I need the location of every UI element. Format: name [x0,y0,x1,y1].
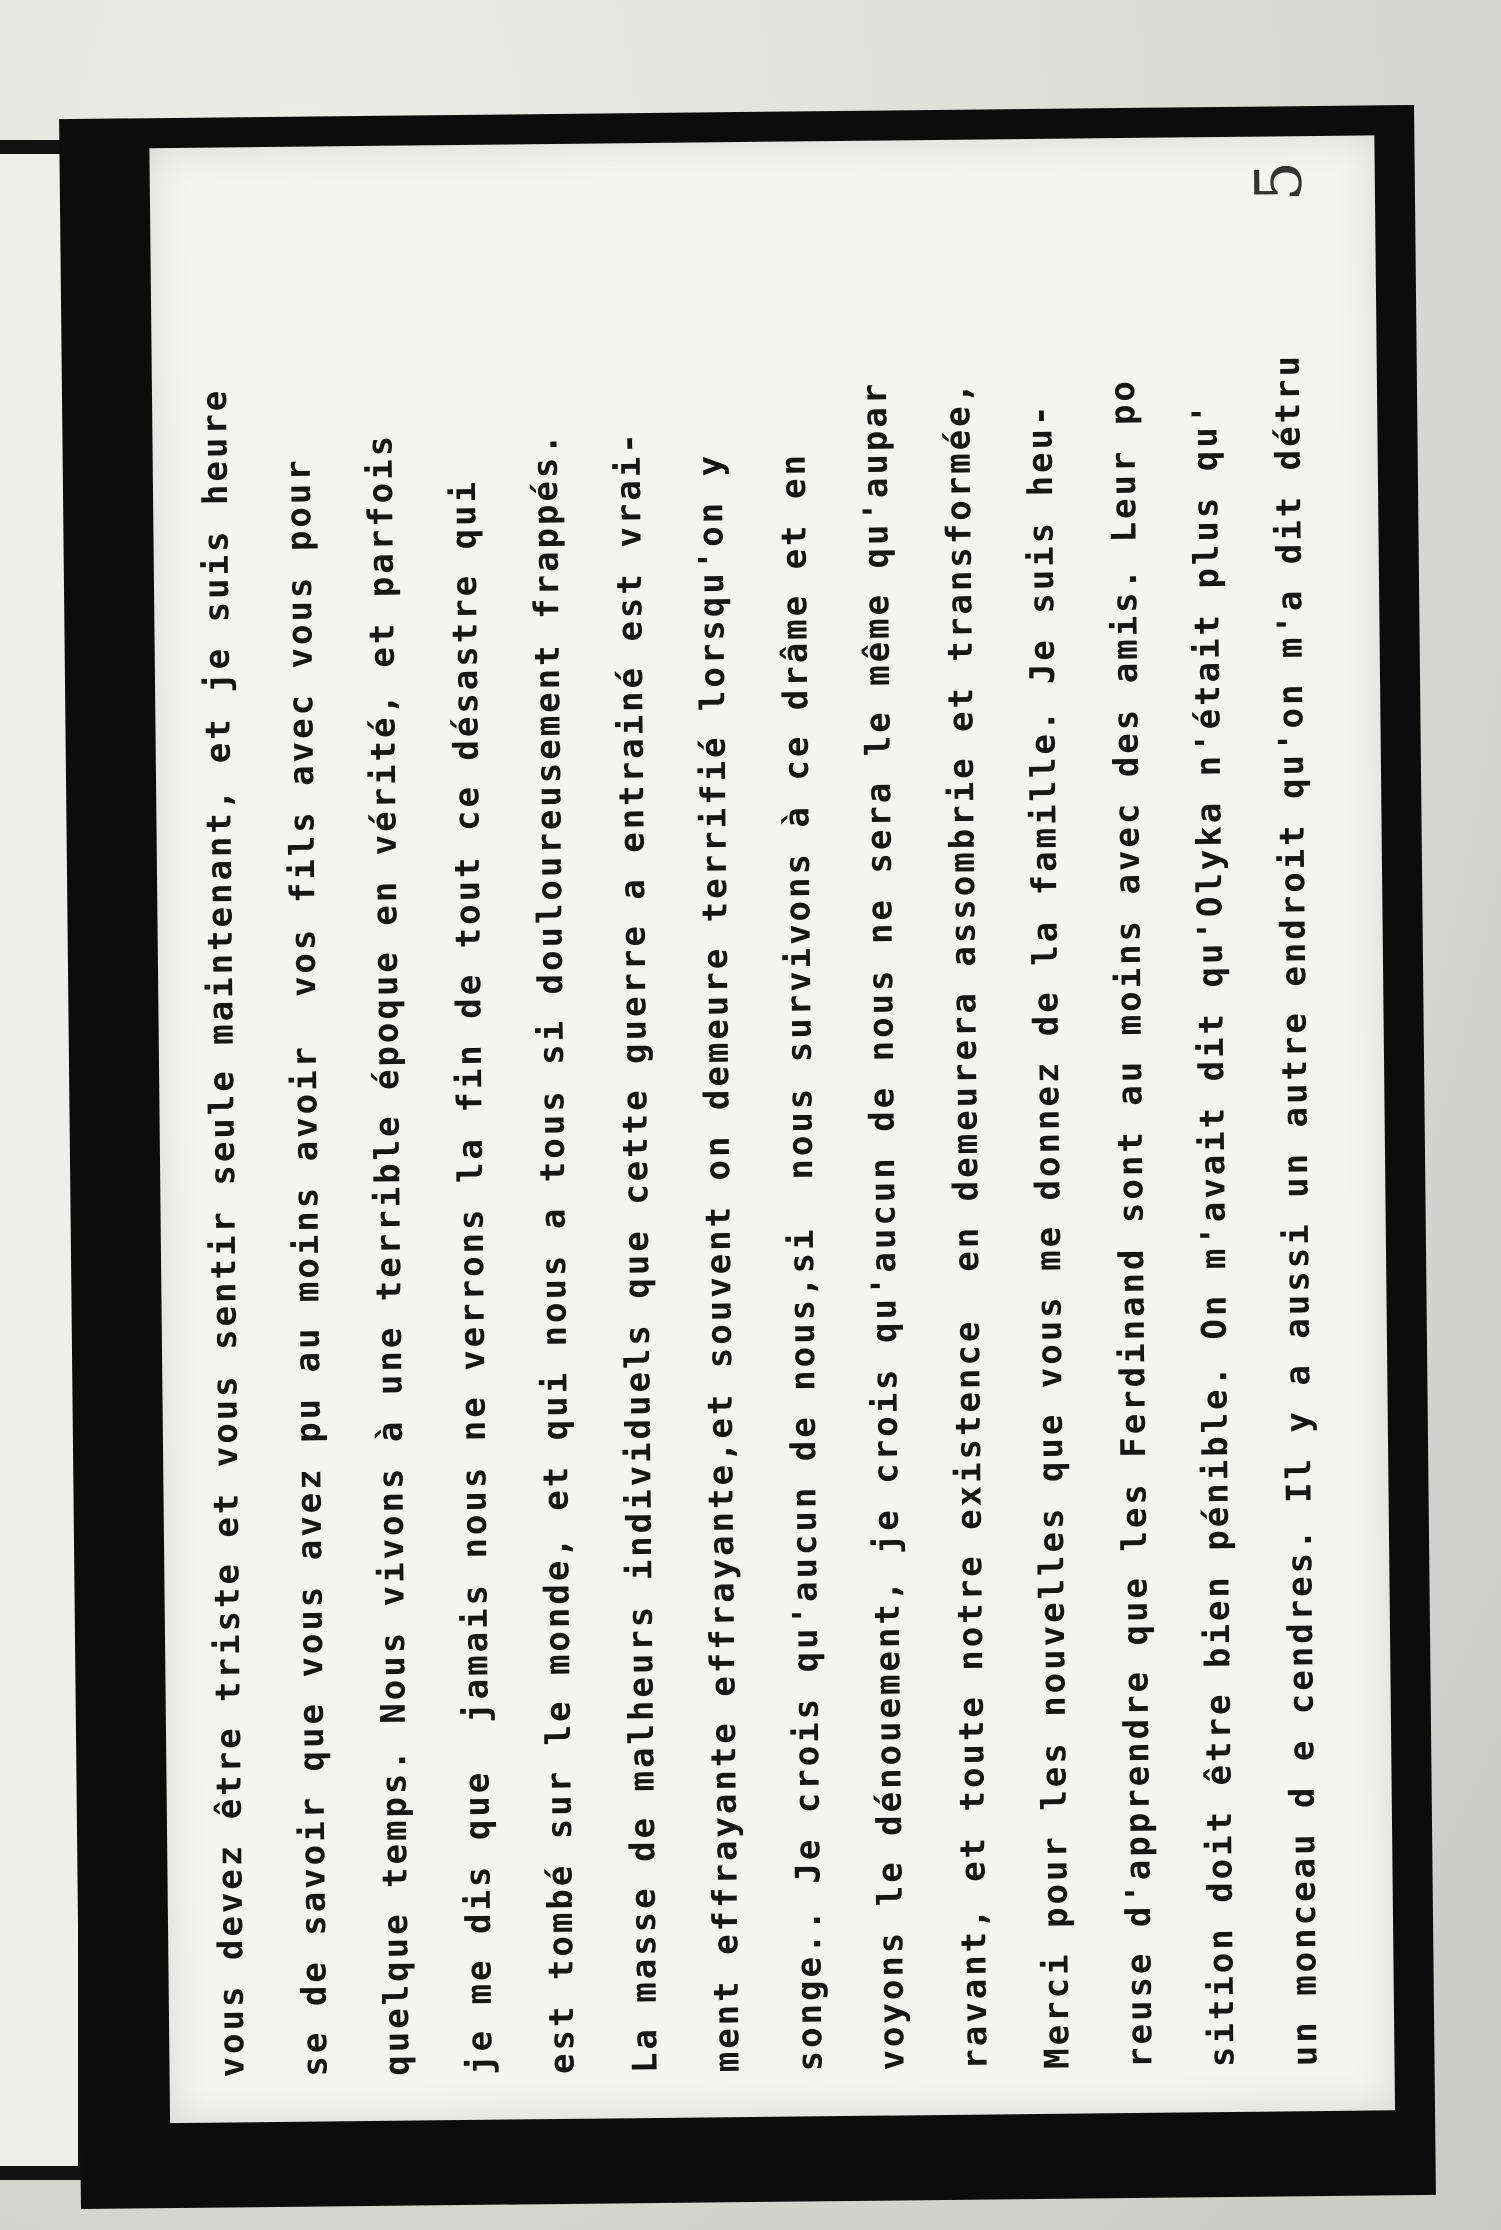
letter-line: je me dis que jamais nous ne verrons la fin de tout ce désastre qui [443,478,501,2076]
letter-line: est tombé sur le monde, et qui nous a tous si douloureusement frappés. [525,430,583,2075]
letter-line: se de savoir que vous avez pu au moins avoir vos fils avec vous pour [278,457,336,2077]
letter-line: sition doit être bien pénible. On m'avait dit qu'Olyka n'était plus qu' [1185,400,1243,2068]
microfilm-frame [59,105,1436,2209]
letter-line: reuse d'apprendre que les Ferdinand sont au moins avec des amis. Leur po [1102,377,1161,2069]
letter-line: un monceau d e cendres. Il y a aussi un autre endroit qu'on m'a dit détru [1267,352,1326,2067]
letter-line: songe.. Je crois qu'aucun de nous,si nous survivons à ce drâme et en [773,451,831,2072]
letter-line: La masse de malheurs individuels que cette guerre a entrainé est vrai- [607,430,666,2074]
letter-line: voyons le dénouement, je crois qu'aucun de nous ne sera le même qu'aupar [854,380,913,2071]
letter-line: vous devez être triste et vous sentir seule maintenant, et je suis heure [194,387,253,2078]
letter-text-block [172,166,1372,2078]
page-number: 5 [1242,160,1318,203]
letter-page [149,135,1395,2123]
letter-line: quelque temps. Nous vivons à une terrible époque en vérité, et parfois [360,432,418,2076]
letter-line: ment effrayante effrayante,et souvent on demeure terrifié lorsqu'on y [690,452,748,2073]
letter-line: Merci pour les nouvelles que vous me donnez de la famille. Je suis heu- [1020,402,1078,2070]
letter-line: ravant, et toute notre existence en demeurera assombrie et transformée, [937,379,996,2070]
